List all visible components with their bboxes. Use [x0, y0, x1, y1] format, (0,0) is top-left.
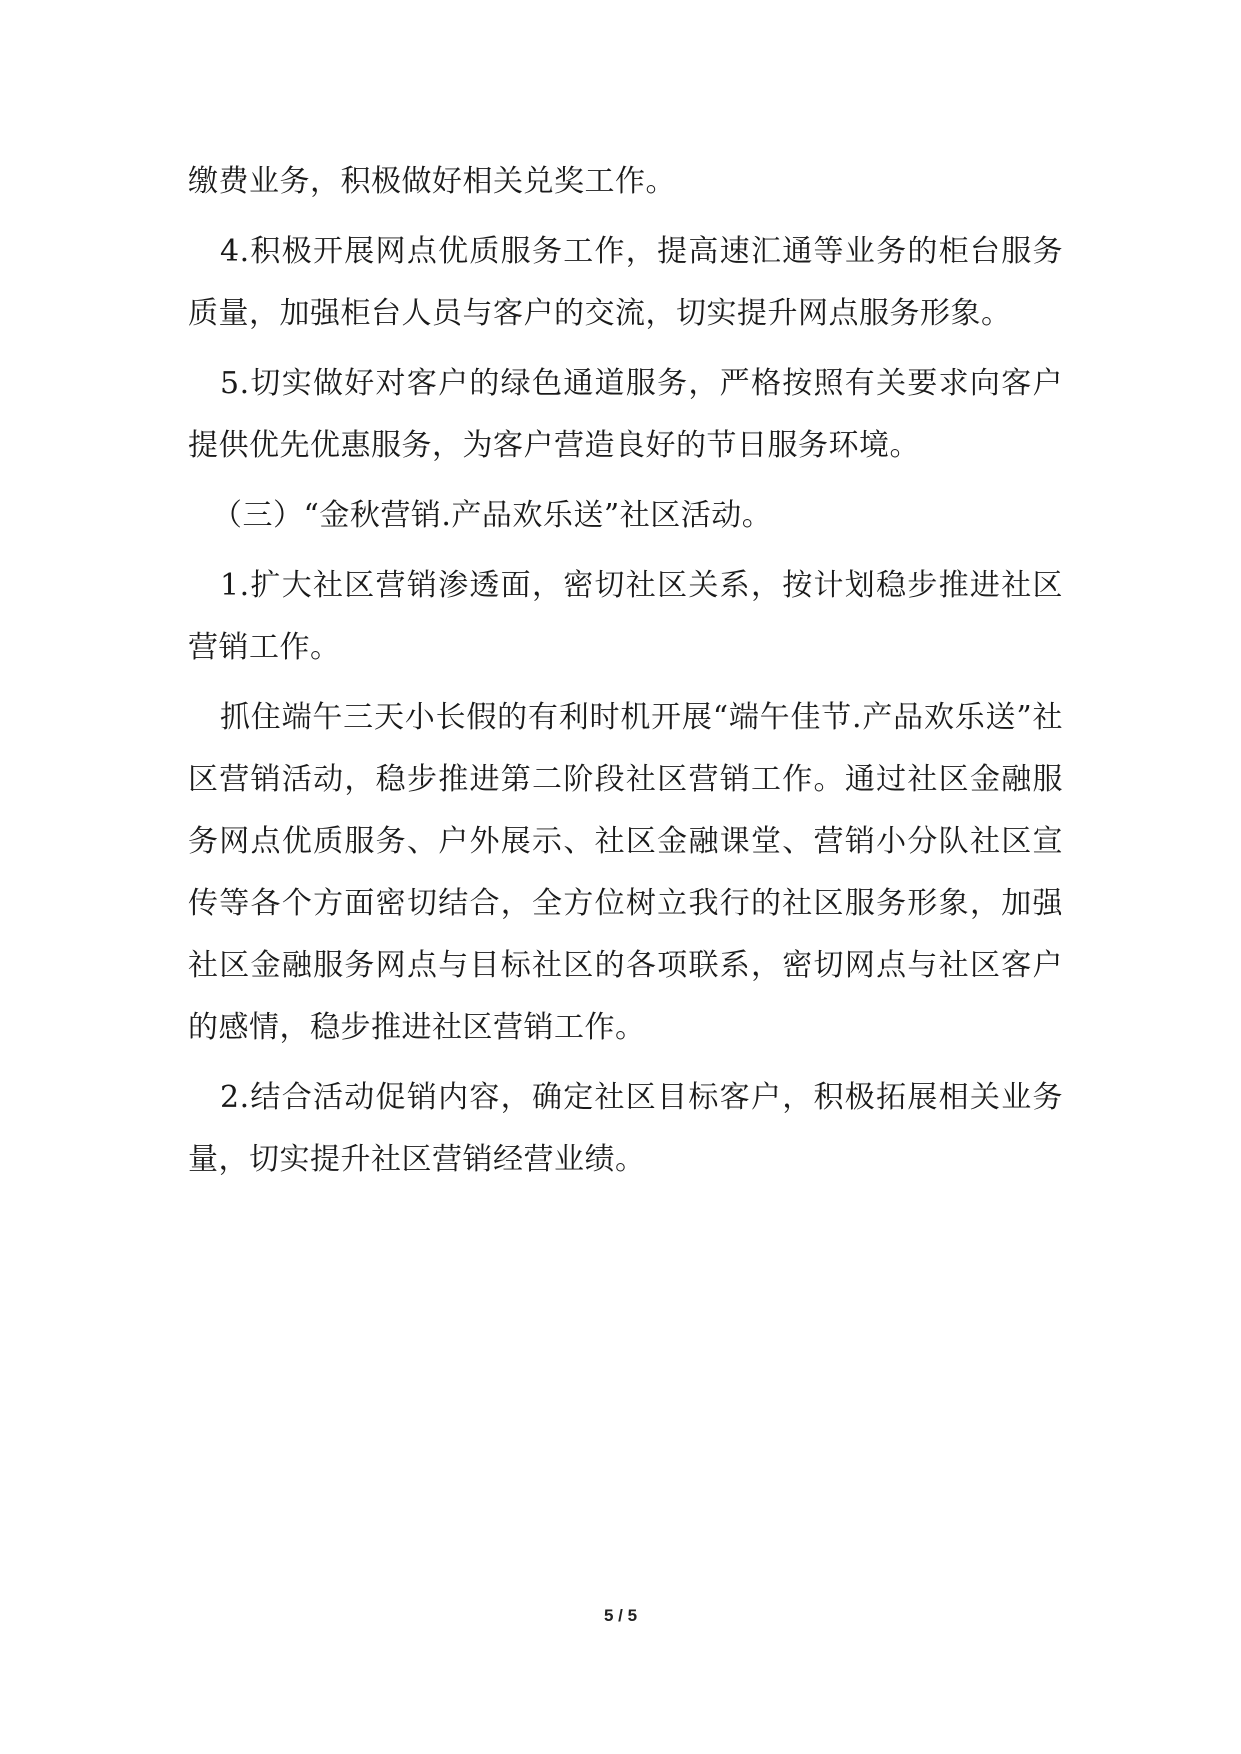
paragraph-item-1: 1.扩大社区营销渗透面，密切社区关系，按计划稳步推进社区营销工作。 — [188, 568, 1063, 665]
section-heading-3: （三）“金秋营销.产品欢乐送”社区活动。 — [212, 498, 773, 533]
paragraph-item-4: 4.积极开展网点优质服务工作，提高速汇通等业务的柜台服务质量，加强柜台人员与客户的交流，切实提升网点服务形象。 — [188, 234, 1063, 331]
document-body — [188, 151, 1063, 1199]
paragraph-item-5: 5.切实做好对客户的绿色通道服务，严格按照有关要求向客户提供优先优惠服务，为客户营造良好的节日服务环境。 — [188, 366, 1063, 463]
paragraph-continuation: 缴费业务，积极做好相关兑奖工作。 — [188, 164, 676, 199]
page-number: 5 / 5 — [603, 1606, 638, 1625]
paragraph-item-2: 2.结合活动促销内容，确定社区目标客户，积极拓展相关业务量，切实提升社区营销经营业绩。 — [188, 1080, 1063, 1177]
paragraph-body: 抓住端午三天小长假的有利时机开展“端午佳节.产品欢乐送”社区营销活动，稳步推进第二阶段社区营销工作。通过社区金融服务网点优质服务、户外展示、社区金融课堂、营销小分队社区宣传等各个方面密切结合，全方位树立我行的社区服务形象，加强社区金融服务网点与目标社区的各项联系，密切网点与社区客户的感情，稳步推进社区营销工作。 — [188, 700, 1063, 1045]
